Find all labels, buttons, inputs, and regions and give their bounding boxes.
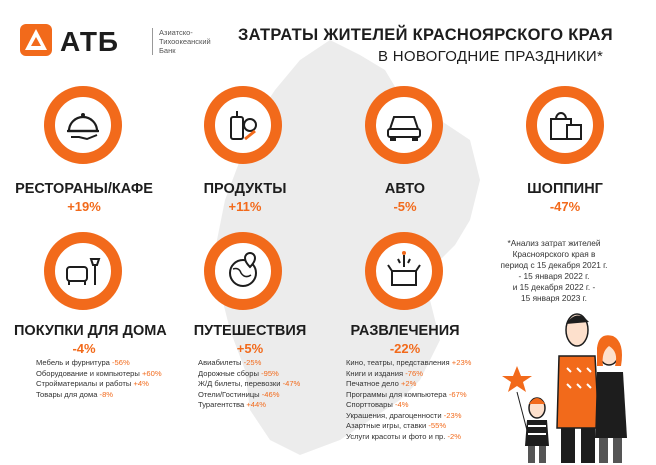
globe-pin-icon	[219, 247, 267, 295]
list-item: Ж/Д билеты, перевозки -47%	[198, 379, 301, 388]
atb-logo-mark-icon	[20, 24, 52, 56]
entertainment-breakdown-list	[346, 358, 471, 442]
category-change-restaurants: +19%	[67, 199, 101, 214]
home-breakdown-list	[36, 358, 162, 400]
car-icon	[380, 101, 428, 149]
category-label-entertainment: РАЗВЛЕЧЕНИЯ	[350, 323, 460, 339]
category-change-auto: -5%	[393, 199, 417, 214]
shopping-bags-icon	[541, 101, 589, 149]
travel-breakdown-list	[198, 358, 300, 411]
list-item: Отели/Гостиницы -46%	[198, 389, 280, 399]
category-label-travel: ПУТЕШЕСТВИЯ	[193, 323, 307, 339]
cloche-icon	[59, 101, 107, 149]
list-item: Мебель и фурнитура -56%	[36, 358, 130, 367]
armchair-lamp-icon	[59, 247, 107, 295]
category-label-auto: АВТО	[384, 181, 426, 197]
category-label-shopping: ШОППИНГ	[527, 181, 603, 197]
entertainment-icon-ring	[365, 232, 443, 310]
list-item: Украшения, драгоценности -23%	[346, 410, 462, 420]
home-icon-ring	[44, 232, 122, 310]
category-label-products: ПРОДУКТЫ	[203, 181, 287, 197]
category-change-travel: +5%	[236, 341, 264, 356]
category-change-shopping: -47%	[549, 199, 581, 214]
list-item: Товары для дома -8%	[36, 389, 114, 399]
list-item: Программы для компьютера -67%	[346, 389, 467, 399]
list-item: Турагентства +44%	[198, 400, 266, 409]
list-item: Кино, театры, представления +23%	[346, 358, 472, 367]
list-item: Азартные игры, ставки -55%	[346, 421, 447, 430]
category-label-home: ПОКУПКИ ДЛЯ ДОМА	[14, 323, 167, 339]
list-item: Книги и издания -76%	[346, 368, 423, 378]
travel-icon-ring	[204, 232, 282, 310]
list-item: Авиабилеты -25%	[198, 358, 262, 367]
shopping-icon-ring	[526, 86, 604, 164]
list-item: Печатное дело +2%	[346, 379, 417, 388]
list-item: Оборудование и компьютеры +60%	[36, 368, 162, 378]
logo-subtitle: Азиатско- Тихоокеанский Банк	[152, 28, 239, 55]
category-change-home: -4%	[72, 341, 96, 356]
category-change-products: +11%	[228, 199, 262, 214]
category-change-entertainment: -22%	[389, 341, 421, 356]
list-item: Услуги красоты и фото и пр. -2%	[346, 431, 462, 441]
page-subtitle: В НОВОГОДНИЕ ПРАЗДНИКИ*	[378, 48, 604, 65]
atb-logo	[20, 22, 220, 62]
analysis-footnote: *Анализ затрат жителей Красноярского края в период с 15 декабря 2021 г. - 15 января 2022 г. и 15 декабря 2022 г. - 15 января 2023 г.	[500, 238, 608, 303]
page-title: ЗАТРАТЫ ЖИТЕЛЕЙ КРАСНОЯРСКОГО КРАЯ	[238, 26, 613, 44]
list-item: Стройматериалы и работы +4%	[36, 379, 149, 388]
products-icon-ring	[204, 86, 282, 164]
category-label-restaurants: РЕСТОРАНЫ/КАФЕ	[15, 181, 153, 197]
restaurants-icon-ring	[44, 86, 122, 164]
auto-icon-ring	[365, 86, 443, 164]
groceries-icon	[219, 101, 267, 149]
gift-box-icon	[380, 247, 428, 295]
list-item: Дорожные сборы -95%	[198, 368, 279, 378]
family-illustration	[495, 308, 645, 463]
logo-name: АТБ	[60, 26, 120, 57]
list-item: Спорттовары -4%	[346, 400, 409, 409]
